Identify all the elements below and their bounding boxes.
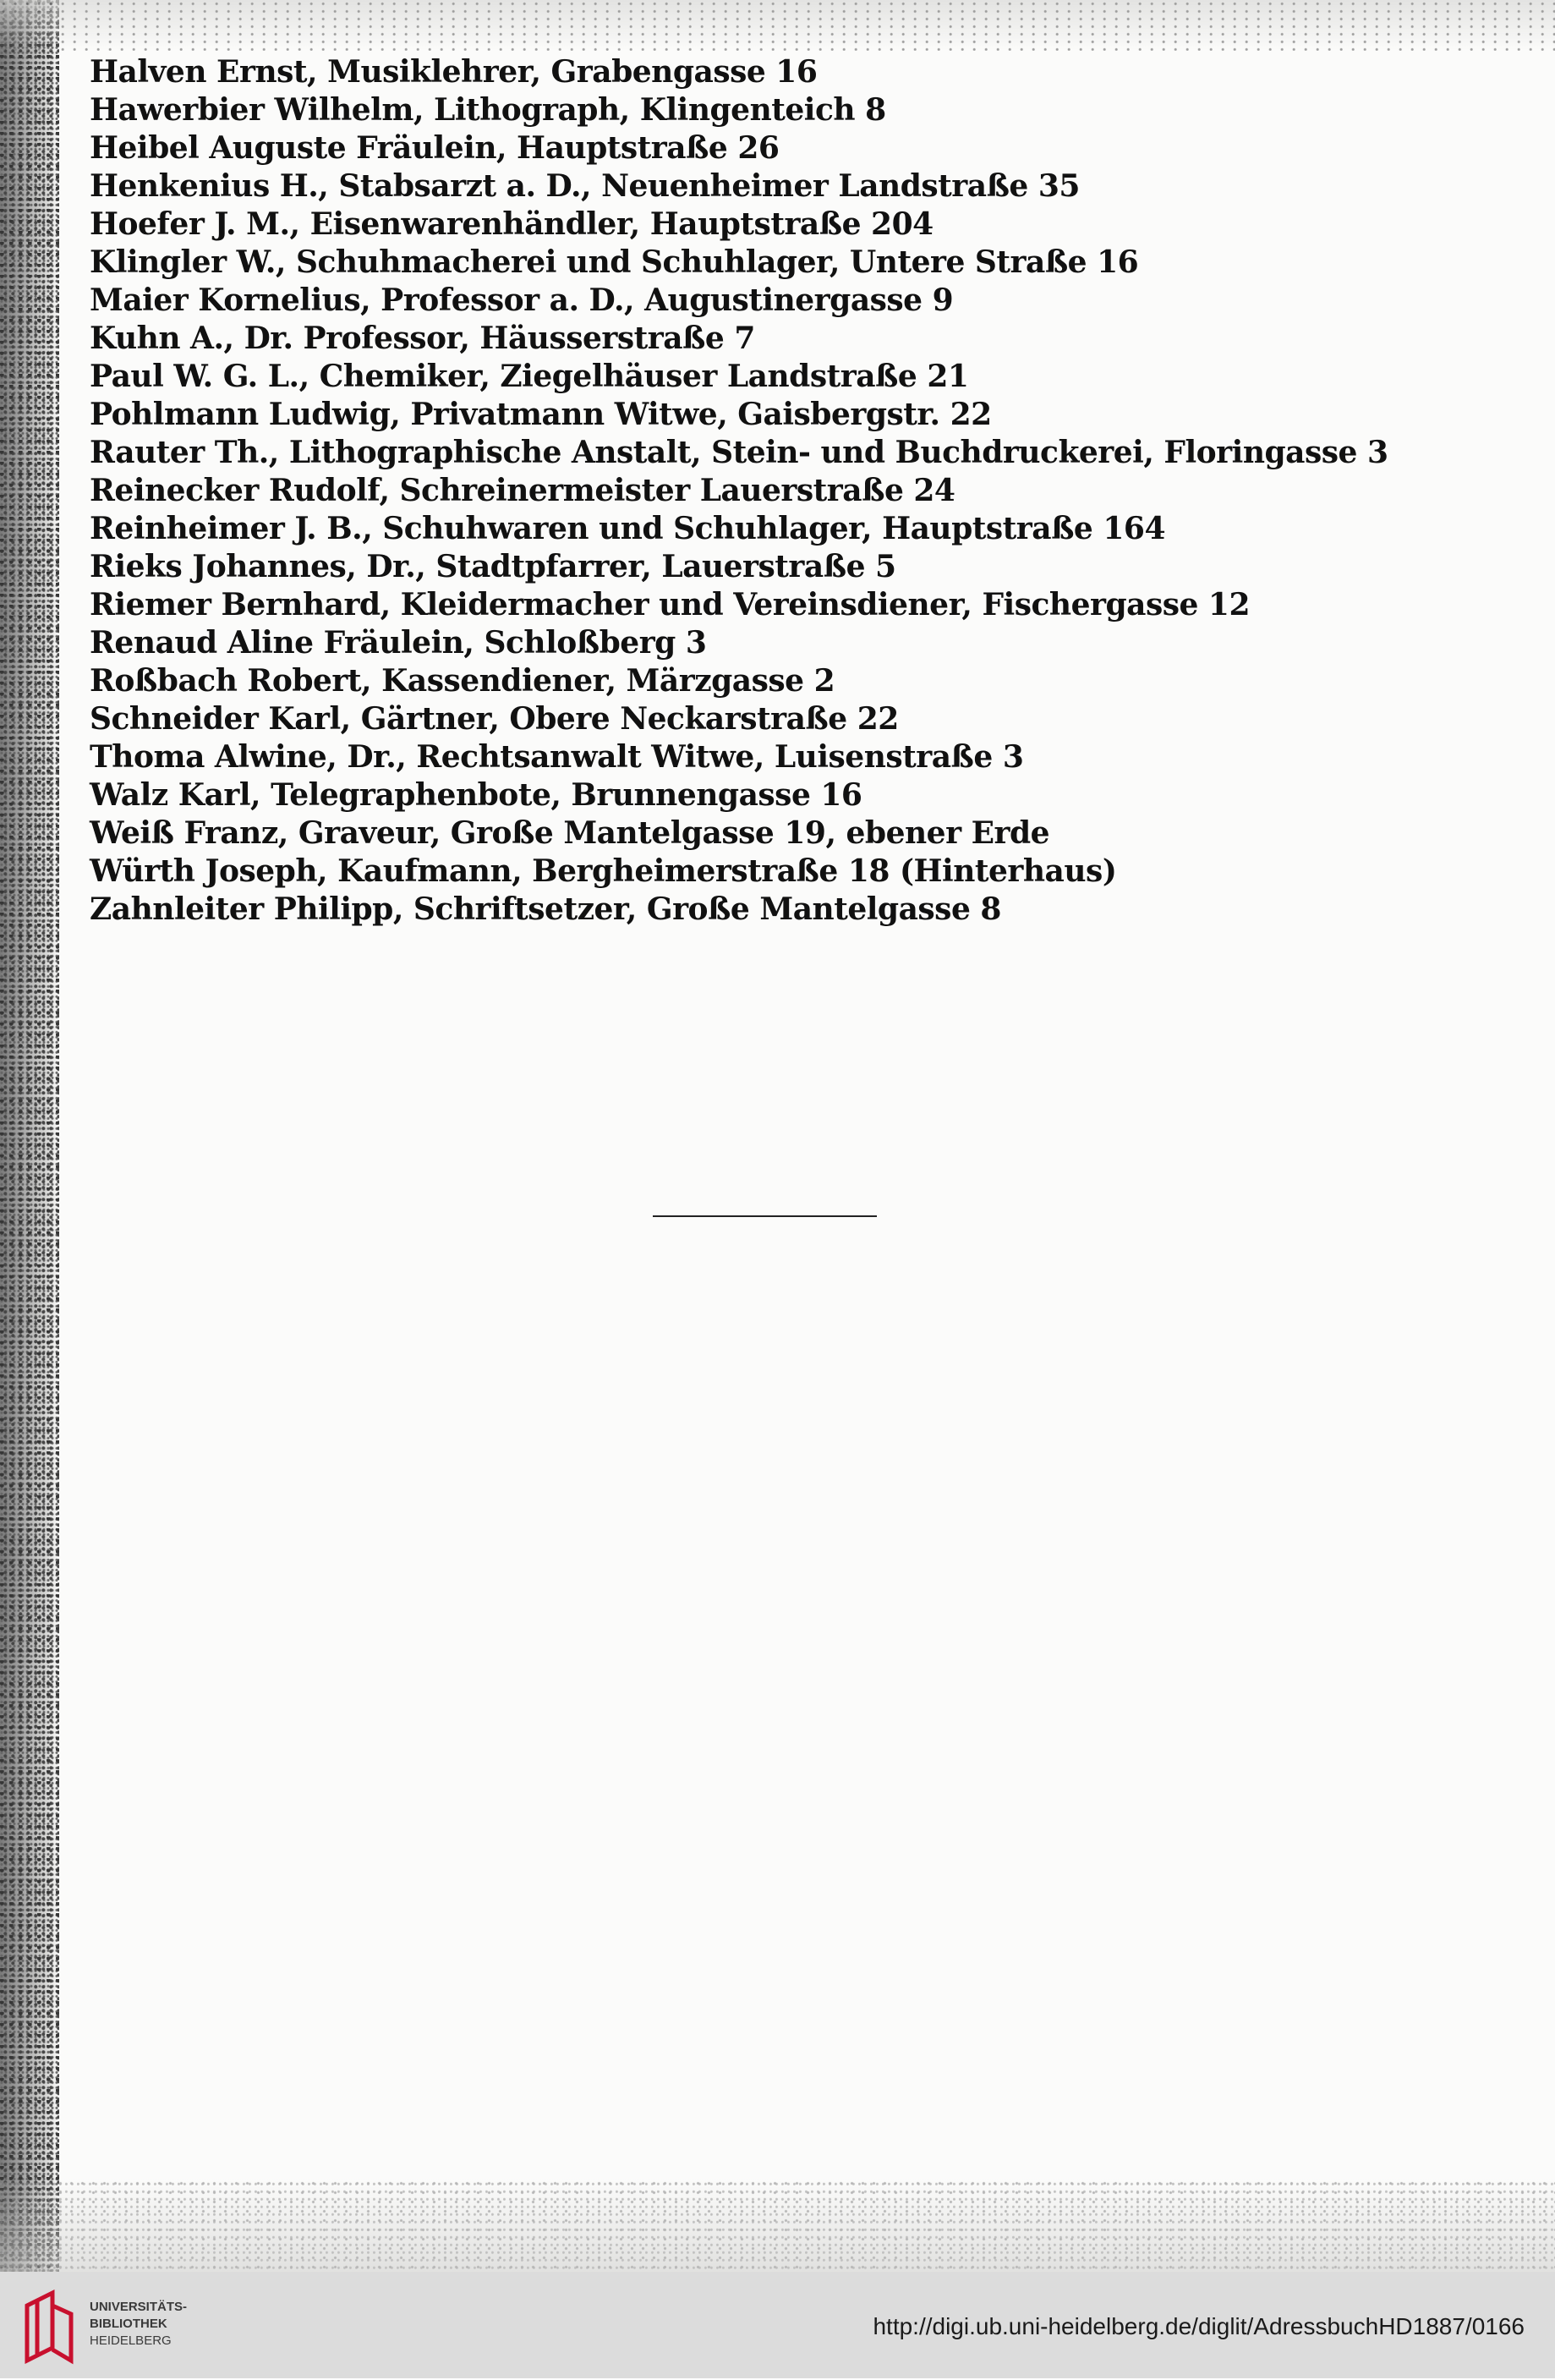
library-name-line: UNIVERSITÄTS- [90, 2300, 188, 2314]
scan-noise-bottom [0, 2179, 1555, 2272]
section-divider [653, 1215, 877, 1217]
scan-noise-left [0, 0, 59, 2272]
address-entry: Roßbach Robert, Kassendiener, Märzgasse 2 [90, 663, 835, 699]
address-entry: Würth Joseph, Kaufmann, Bergheimerstraße 18 (Hinterhaus) [90, 853, 1117, 889]
address-entry: Halven Ernst, Musiklehrer, Grabengasse 16 [90, 54, 818, 90]
address-entry: Kuhn A., Dr. Professor, Häusserstraße 7 [90, 321, 755, 356]
address-entry: Hoefer J. M., Eisenwarenhändler, Hauptstraße 204 [90, 206, 934, 242]
address-list [90, 53, 1409, 929]
address-entry: Zahnleiter Philipp, Schriftsetzer, Große Mantelgasse 8 [90, 891, 1001, 927]
address-entry: Rieks Johannes, Dr., Stadtpfarrer, Lauerstraße 5 [90, 549, 896, 584]
address-entry: Weiß Franz, Graveur, Große Mantelgasse 19, ebener Erde [90, 815, 1050, 851]
address-entry: Hawerbier Wilhelm, Lithograph, Klingenteich 8 [90, 92, 886, 128]
address-entry: Schneider Karl, Gärtner, Obere Neckarstraße 22 [90, 701, 899, 737]
library-name-line: BIBLIOTHEK [90, 2317, 167, 2331]
library-footer [0, 2272, 1555, 2378]
address-entry: Paul W. G. L., Chemiker, Ziegelhäuser Landstraße 21 [90, 359, 969, 394]
library-name[interactable] [90, 2299, 187, 2350]
address-entry: Maier Kornelius, Professor a. D., Augustinergasse 9 [90, 282, 954, 318]
address-entry: Heibel Auguste Fräulein, Hauptstraße 26 [90, 130, 780, 166]
address-entry: Riemer Bernhard, Kleidermacher und Vereinsdiener, Fischergasse 12 [90, 587, 1251, 622]
library-name-line: HEIDELBERG [90, 2333, 172, 2348]
permalink-url[interactable]: http://digi.ub.uni-heidelberg.de/diglit/AdressbuchHD1887/0166 [873, 2313, 1525, 2339]
address-entry: Reinheimer J. B., Schuhwaren und Schuhlager, Hauptstraße 164 [90, 511, 1166, 546]
address-entry: Klingler W., Schuhmacherei und Schuhlager, Untere Straße 16 [90, 244, 1139, 280]
address-entry: Renaud Aline Fräulein, Schloßberg 3 [90, 625, 707, 661]
address-entry: Henkenius H., Stabsarzt a. D., Neuenheimer Landstraße 35 [90, 168, 1080, 204]
library-logo-icon[interactable] [20, 2289, 79, 2365]
address-entry: Walz Karl, Telegraphenbote, Brunnengasse 16 [90, 777, 862, 813]
scan-noise-top [0, 0, 1555, 51]
address-entry: Thoma Alwine, Dr., Rechtsanwalt Witwe, Luisenstraße 3 [90, 739, 1024, 775]
address-entry: Reinecker Rudolf, Schreinermeister Lauerstraße 24 [90, 473, 955, 508]
address-entry: Pohlmann Ludwig, Privatmann Witwe, Gaisbergstr. 22 [90, 397, 992, 432]
address-entry: Rauter Th., Lithographische Anstalt, Stein- und Buchdruckerei, Floringasse 3 [90, 435, 1388, 470]
